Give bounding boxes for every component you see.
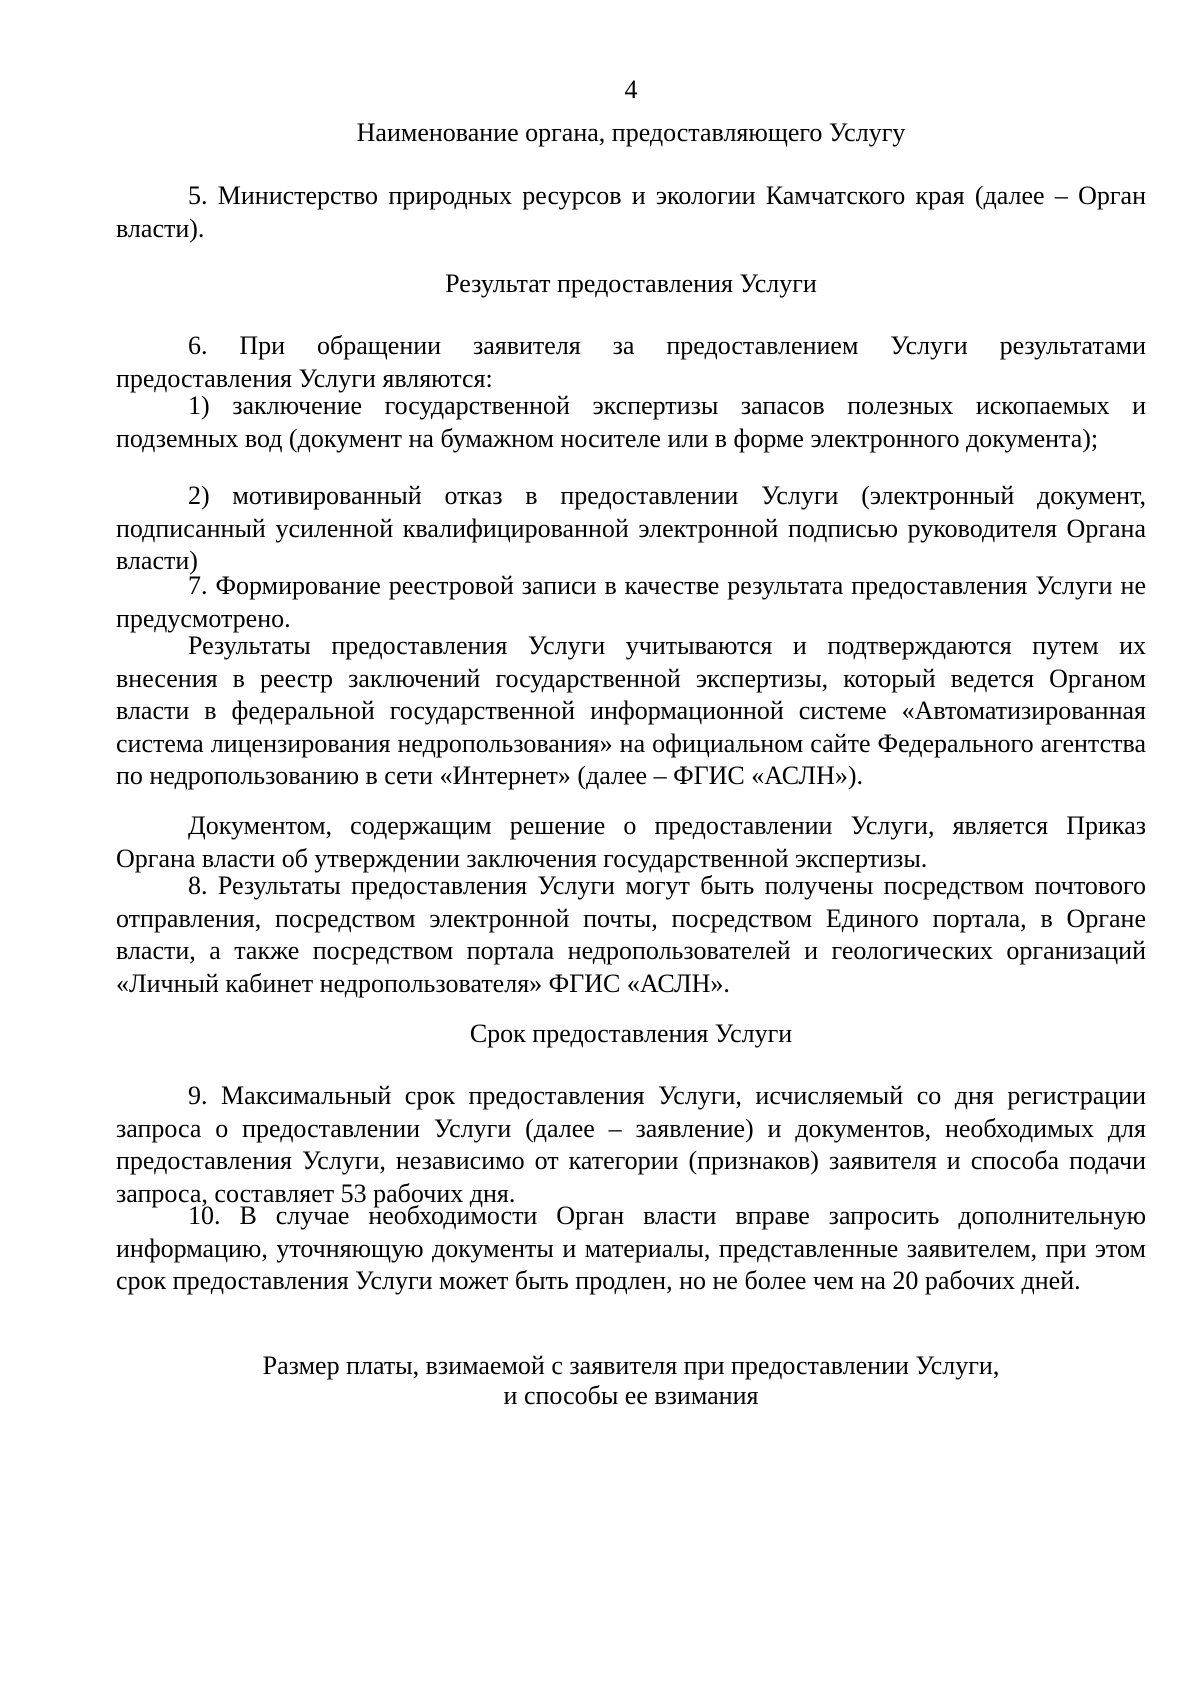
paragraph-8: 8. Результаты предоставления Услуги могут быть получены посредством почтового отправления, посредством электронной почты, посредством Единого портала, в Органе власти, а также посредством портала недропользователей и геологических организаций «Личный кабинет недропользователя» ФГИС «АСЛН».: [116, 871, 1146, 998]
page-number: 4: [624, 75, 638, 104]
paragraph-6: 6. При обращении заявителя за предоставлением Услуги результатами предоставления Услуги являются:: [116, 331, 1146, 393]
paragraph-7-document: Документом, содержащим решение о предоставлении Услуги, является Приказ Органа власти об утверждении заключения государственной экспертизы.: [116, 811, 1146, 873]
paragraph-9: 9. Максимальный срок предоставления Услуги, исчисляемый со дня регистрации запроса о предоставлении Услуги (далее – заявление) и документов, необходимых для предоставления Услуги, независимо от категории (признаков) заявителя и способа подачи запроса, составляет 53 рабочих дня.: [116, 1081, 1146, 1208]
section-heading-term: Срок предоставления Услуги: [469, 1019, 793, 1048]
section-heading-fee-line-2: и способы ее взимания: [503, 1381, 759, 1410]
paragraph-7-registry: Результаты предоставления Услуги учитываются и подтверждаются путем их внесения в реестр заключений государственной экспертизы, который ведется Органом власти в федеральной государственной информационной системе «Автоматизированная система лицензирования недропользования» на официальном сайте Федерального агентства по недропользованию в сети «Интернет» (далее – ФГИС «АСЛН»).: [116, 631, 1146, 790]
section-heading-fee-line-1: Размер платы, взимаемой с заявителя при предоставлении Услуги,: [262, 1351, 1000, 1380]
paragraph-6-item-1: 1) заключение государственной экспертизы запасов полезных ископаемых и подземных вод (документ на бумажном носителе или в форме электронного документа);: [116, 391, 1146, 453]
section-heading-result: Результат предоставления Услуги: [445, 269, 817, 298]
paragraph-10: 10. В случае необходимости Орган власти вправе запросить дополнительную информацию, уточняющую документы и материалы, представленные заявителем, при этом срок предоставления Услуги может быть продлен, но не более чем на 20 рабочих дней.: [116, 1201, 1146, 1295]
paragraph-7: 7. Формирование реестровой записи в качестве результата предоставления Услуги не предусмотрено.: [116, 571, 1146, 633]
paragraph-6-item-2: 2) мотивированный отказ в предоставлении Услуги (электронный документ, подписанный усиленной квалифицированной электронной подписью руководителя Органа власти): [116, 481, 1146, 575]
paragraph-5: 5. Министерство природных ресурсов и экологии Камчатского края (далее – Орган власти).: [116, 181, 1146, 243]
section-heading-organ: Наименование органа, предоставляющего Услугу: [356, 118, 906, 147]
